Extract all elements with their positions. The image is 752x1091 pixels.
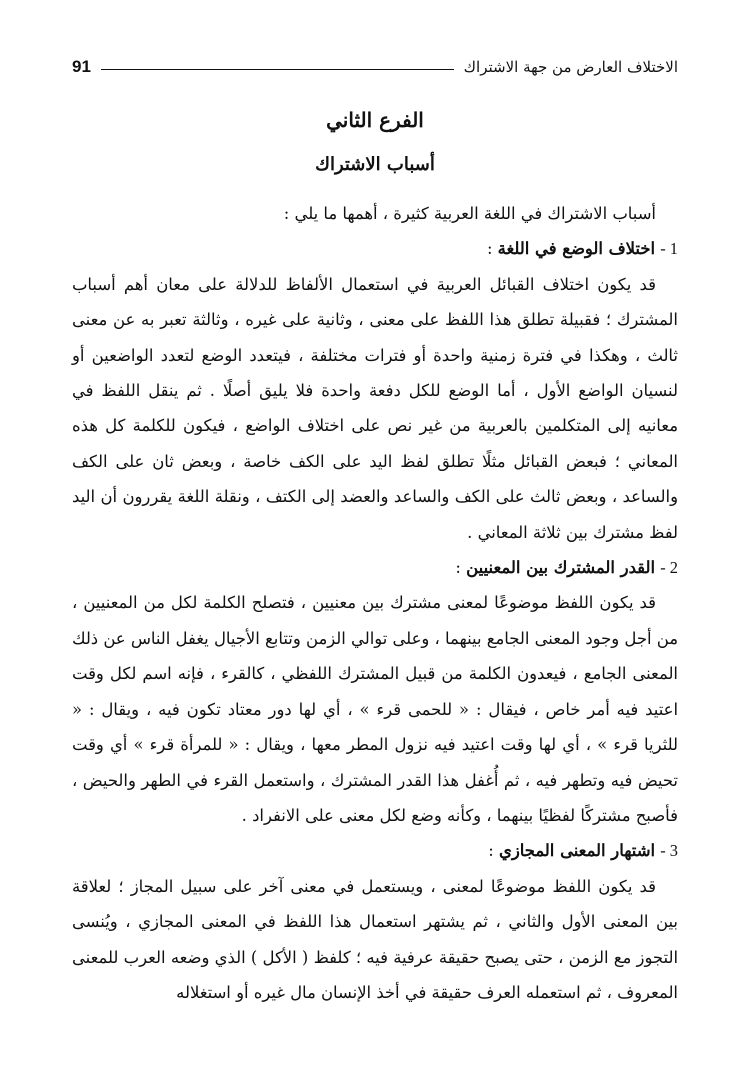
item-paragraph-1: قد يكون اختلاف القبائل العربية في استعمال الألفاظ للدلالة على معان أهم أسباب المشترك ؛ فقبيلة تطلق هذا اللفظ على معنى ، وثانية على غيره ، وثالثة تعبر به عن معنى ثالث ، وهكذا في فترة زمنية واحدة أو فترات مختلفة ، فيتعدد الوضع لتعدد الواضعين أو لنسيان الواضع الأول ، أما الوضع للكل دفعة واحدة فلا يليق أصلًا . ثم ينقل اللفظ في معانيه إلى المتكلمين بالعربية من غير نص على اختلاف الواضع ، فيكون للكلمة كل هذه المعاني ؛ فبعض القبائل مثلًا تطلق لفظ اليد على الكف خاصة ، وبعض ثان على الكف والساعد ، وبعض ثالث على الكف والساعد والعضد إلى الكتف ، ونقلة اللغة يقررون أن اليد لفظ مشترك بين ثلاثة المعاني . <box>72 274 678 542</box>
intro-paragraph: أسباب الاشتراك في اللغة العربية كثيرة ، أهمها ما يلي : <box>283 204 656 223</box>
item-number: 2 - <box>660 558 678 578</box>
item-title: اشتهار المعنى المجازي <box>499 841 656 861</box>
section-subtitle: أسباب الاشتراك <box>315 154 435 175</box>
item-paragraph-3: قد يكون اللفظ موضوعًا لمعنى ، ويستعمل في معنى آخر على سبيل المجاز ؛ لعلاقة بين المعنى الأول والثاني ، ثم يشتهر استعمال هذا اللفظ في المعنى المجازي ، ويُنسى التجوز مع الزمن ، حتى يصبح حقيقة عرفية فيه ؛ كلفظ ( الأكل ) الذي وضعه العرب للمعنى المعروف ، ثم استعمله العرف حقيقة في أخذ الإنسان مال غيره أو استغلاله <box>72 876 678 1002</box>
item-colon: : <box>486 239 498 259</box>
header-rule <box>101 69 454 70</box>
item-number: 3 - <box>660 841 678 861</box>
section-title: الفرع الثاني <box>326 108 424 132</box>
item-heading-1 <box>72 231 678 266</box>
running-title: الاختلاف العارض من جهة الاشتراك <box>463 58 678 76</box>
item-heading-2 <box>72 550 678 585</box>
item-title: اختلاف الوضع في اللغة <box>497 239 656 259</box>
item-colon: : <box>455 558 467 578</box>
item-heading-3 <box>72 833 678 868</box>
item-paragraph-2: قد يكون اللفظ موضوعًا لمعنى مشترك بين معنيين ، فتصلح الكلمة لكل من المعنيين ، من أجل وجود المعنى الجامع بينهما ، وعلى توالي الزمن وتتابع الأجيال يغفل الناس عن ذلك المعنى الجامع ، فيعدون الكلمة من قبيل المشترك اللفظي ، كالقرء ، فإنه اسم لكل وقت اعتيد فيه أمر خاص ، فيقال : « للحمى قرء » ، أي لها دور معتاد تكون فيه ، ويقال : « للثريا قرء » ، أي لها وقت اعتيد فيه نزول المطر معها ، ويقال : « للمرأة قرء » أي وقت تحيض فيه وتطهر فيه ، ثم أُغفل هذا القدر المشترك ، واستعمل القرء في الطهر والحيض ، فأصبح مشتركًا لفظيًا بينهما ، وكأنه وضع لكل معنى على الانفراد . <box>72 593 678 825</box>
page-number: 91 <box>72 57 91 76</box>
item-title: القدر المشترك بين المعنيين <box>466 558 656 578</box>
running-header <box>72 52 678 82</box>
item-number: 1 - <box>660 239 678 259</box>
item-colon: : <box>488 841 500 861</box>
